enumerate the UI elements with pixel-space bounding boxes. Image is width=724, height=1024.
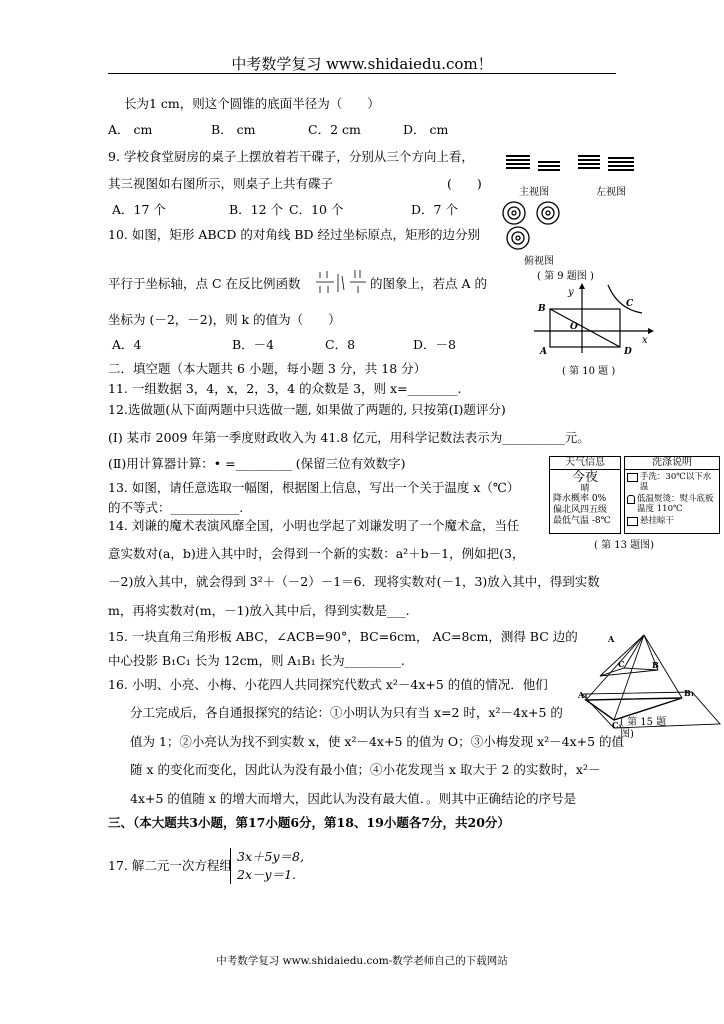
q13-figure-caption: ( 第 13 题图) [594, 540, 655, 551]
q8-option-d: D． cm [403, 122, 449, 137]
q10-figure-caption: ( 第 10 题 ) [562, 366, 616, 377]
q10-option-a: A．4 [112, 337, 142, 352]
q16-line3: 值为 1；②小亮认为找不到实数 x，使 x²－4x+5 的值为 O；③小梅发现 x²－4x+5 的值 [130, 734, 625, 749]
q10-label-O: O [570, 322, 578, 332]
q8-stem: 长为1 cm，则这个圆锥的底面半径为（ ） [124, 96, 380, 111]
q13-weather-line: 最低气温 -8℃ [553, 516, 611, 526]
q14-line4: m，再将实数对(m，－1)放入其中后，得到实数是___. [108, 603, 410, 618]
q16-line5: 4x+5 的值随 x 的增大而增大，因此认为没有最大值．。则其中正确结论的序号是 [130, 791, 577, 806]
q16-line2: 分工完成后，各自通报探究的结论：①小明认为只有当 x=2 时，x²－4x+5 的 [130, 705, 563, 720]
q15-figure-caption: ( 第 15 题图) [620, 717, 667, 740]
q10-rectangle-figure [530, 283, 660, 358]
q17-equation-system [230, 848, 304, 884]
q8-option-a: A． cm [108, 122, 153, 137]
q16-line4: 随 x 的变化而变化，因此认为没有最小值；④小花发现当 x 取大于 2 的实数时，x²－ [130, 762, 601, 777]
q9-top-view-label: 俯视图 [524, 256, 554, 267]
q12-line3: (Ⅱ)用计算器计算：• =_________ (保留三位有效数字) [108, 456, 406, 471]
q15-line2: 中心投影 B₁C₁ 长为 12cm，则 A₁B₁ 长为_________. [108, 653, 405, 668]
q9-side-view-label: 左视图 [596, 187, 626, 198]
page-header: 中考数学复习 www.shidaiedu.com！ [231, 55, 493, 73]
q13-line2: 的不等式：___________. [108, 500, 244, 515]
q10-line1: 10. 如图，矩形 ABCD 的对角线 BD 经过坐标原点，矩形的边分别 [108, 227, 480, 242]
svg-text:C₁: C₁ [612, 720, 622, 730]
q9-line1: 9. 学校食堂厨房的桌子上摆放着若干碟子，分别从三个方向上看， [108, 149, 474, 164]
q14-line3: －2)放入其中，就会得到 3²＋（－2）－1＝6．现将实数对(－1，3)放入其中，得到实数 [108, 574, 600, 589]
header-rule [108, 73, 616, 74]
svg-text:C: C [618, 659, 625, 669]
q10-label-D: D [624, 347, 632, 357]
q9-option-c: C．10 个 [289, 202, 344, 217]
q13-weather-line: 偏北风四五级 [553, 505, 608, 515]
q17-equation-2: 2x－y＝1. [237, 867, 296, 882]
wash-basin-icon [627, 473, 638, 482]
q10-label-y: y [568, 287, 574, 298]
q8-option-b: B． cm [211, 122, 256, 137]
q13-weather-line: 晴 [580, 484, 590, 494]
q10-label-B: B [538, 304, 546, 314]
q9-option-d: D．7 个 [411, 202, 458, 217]
q13-weather-line: 今夜 [571, 470, 598, 485]
q13-wash-line: 手洗：30℃以下水温 [639, 472, 712, 492]
hang-dry-icon [627, 517, 638, 526]
section3-title: 三、（本大题共3小题，第17小题6分，第18、19小题各7分，共20分） [108, 815, 510, 830]
q9-figure-caption: ( 第 9 题图 ) [537, 271, 594, 282]
q10-option-b: B．－4 [232, 337, 275, 352]
q13-wash-line: 悬挂晾干 [640, 516, 675, 526]
q10-line3: 坐标为 (－2，－2)，则 k 的值为（ ） [108, 312, 341, 327]
q9-three-views-figure [500, 150, 640, 250]
q14-line2: 意实数对(a，b)进入其中时，会得到一个新的实数：a²＋b－1，例如把(3， [108, 546, 525, 561]
q12-line2: (Ⅰ) 某市 2009 年第一季度财政收入为 41.8 亿元，用科学记数法表示为__________元。 [108, 430, 590, 445]
q15-line1: 15. 一块直角三角形板 ABC，∠ACB=90°，BC=6cm， AC=8cm，测得 BC 边的 [108, 629, 578, 644]
q10-line2b: 的图象上，若点 A 的 [370, 276, 487, 291]
q9-paren: ( ) [447, 176, 482, 191]
q8-option-c: C．2 cm [308, 122, 361, 137]
q13-weather-title: 天气信息 [550, 457, 620, 470]
q9-option-a: A．17 个 [112, 202, 166, 217]
q10-option-d: D．－8 [413, 337, 456, 352]
q14-line1: 14. 刘谦的魔术表演风靡全国，小明也学起了刘谦发明了一个魔术盒，当任 [108, 518, 520, 533]
q17-equation-1: 3x＋5y＝8, [237, 849, 304, 864]
q13-line1: 13. 如图，请任意选取一幅图，根据图上信息，写出一个关于温度 x（℃） [108, 480, 520, 495]
q13-washing-card [624, 456, 720, 534]
svg-text:A: A [608, 634, 615, 644]
page-footer: 中考数学复习 www.shidaiedu.com-数学老师自己的下载网站 [216, 955, 508, 967]
q10-option-c: C．8 [325, 337, 356, 352]
q9-line2: 其三视图如右图所示，则桌子上共有碟子 [108, 176, 334, 191]
section2-title: 二．填空题（本大题共 6 小题，每小题 3 分，共 18 分） [108, 361, 427, 376]
q10-label-A: A [540, 347, 547, 357]
iron-icon [627, 495, 635, 504]
q13-weather-line: 降水概率 0% [553, 494, 607, 504]
q13-weather-card [549, 456, 621, 534]
q9-front-view-label: 主视图 [519, 187, 549, 198]
svg-text:A₁: A₁ [578, 690, 588, 700]
q16-line1: 16. 小明、小亮、小梅、小花四人共同探究代数式 x²－4x+5 的值的情况．他们 [108, 677, 548, 692]
q11-text: 11. 一组数据 3，4，x，2，3，4 的众数是 3，则 x=________. [108, 381, 462, 396]
q10-label-x: x [642, 335, 648, 346]
q13-wash-line: 低温熨烫：熨斗底板温度 110℃ [637, 494, 714, 514]
svg-text:B₁: B₁ [684, 688, 695, 698]
q17-prefix: 17. 解二元一次方程组 [108, 858, 232, 873]
q12-line1: 12.选做题(从下面两题中只选做一题, 如果做了两题的, 只按第(Ⅰ)题评分) [108, 402, 506, 417]
svg-text:B: B [652, 660, 659, 670]
q10-line2a: 平行于坐标轴，点 C 在反比例函数 [108, 276, 301, 291]
q9-option-b: B．12 个 [229, 202, 284, 217]
q10-function-formula-image [314, 266, 370, 298]
q10-label-C: C [626, 299, 634, 309]
q13-wash-title: 洗涤说明 [625, 457, 719, 470]
